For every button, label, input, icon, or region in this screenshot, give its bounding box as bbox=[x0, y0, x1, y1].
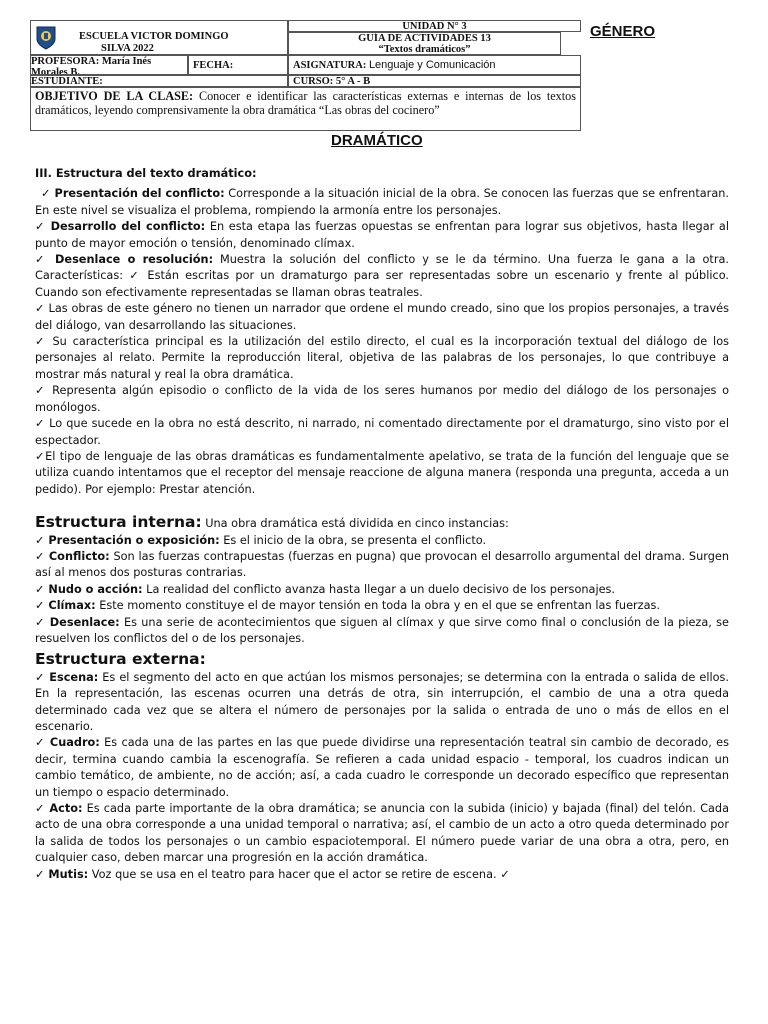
item-text: Son las fuerzas contrapuestas (fuerzas en pugna) que provocan el desarrollo argumental del drama. Surgen así al menos dos posturas contrarias. bbox=[35, 549, 729, 580]
item-text: Es el inicio de la obra, se presenta el conflicto. bbox=[219, 533, 487, 547]
objetivo-label: OBJETIVO DE LA CLASE: bbox=[35, 89, 194, 103]
item-text: Voz que se usa en el teatro para hacer que el actor se retire de escena. ✓ bbox=[88, 867, 510, 881]
estudiante-label: ESTUDIANTE: bbox=[31, 76, 103, 87]
externa-item bbox=[35, 867, 729, 883]
item-label: ✓ Presentación del conflicto: bbox=[41, 187, 225, 201]
item-text: Es una serie de acontecimientos que siguen al clímax y que sirve como final o conclusión de la pieza, se resuelven los conflictos del o de los personajes. bbox=[35, 615, 729, 645]
school-crest-icon bbox=[35, 25, 57, 51]
item-text: Corresponde a la situación inicial de la obra. Se conocen las fuerzas que se enfrentaran. En este nivel se visualiza el problema, rompiendo la armonía entre los personajes. bbox=[35, 187, 729, 217]
item-text: La realidad del conflicto avanza hasta llegar a un duelo decisivo de los personajes. bbox=[142, 582, 616, 596]
item-label: ✓ Cuadro: bbox=[35, 736, 100, 750]
item-label: ✓ Nudo o acción: bbox=[35, 582, 143, 596]
school-cell bbox=[30, 20, 288, 55]
externa-item bbox=[35, 801, 729, 867]
interna-lead: Una obra dramática está dividida en cinco instancias: bbox=[201, 517, 509, 531]
objetivo-cell bbox=[30, 87, 581, 131]
item-label: ✓ Mutis: bbox=[35, 867, 89, 881]
externa-item bbox=[35, 735, 729, 801]
estudiante-cell bbox=[30, 75, 288, 87]
asignatura-label: ASIGNATURA: bbox=[293, 60, 367, 71]
item-text: Es cada parte importante de la obra dramática; se anuncia con la subida (inicio) y bajada (final) del telón. Cada acto de una obra corresponde a una unidad temporal o narrativa; así, el cambio de un acto a otro queda determinado por la salida de todos los personajes o un cambio espaciotemporal. El número puede variar de una obra a otra, pero, en cualquier caso, deben marcar una progresión en la acción dramática. bbox=[35, 802, 729, 865]
item-label: ✓ Desenlace: bbox=[35, 615, 120, 629]
school-name-line1: ESCUELA VICTOR DOMINGO bbox=[79, 31, 229, 42]
item-label: ✓ Presentación o exposición: bbox=[35, 533, 220, 547]
structure-item: ✓ Representa algún episodio o conflicto de la vida de los seres humanos por medio del diálogo de los personajes o monólogos. bbox=[35, 384, 729, 414]
structure-item: ✓ Lo que sucede en la obra no está descrito, ni narrado, ni comentado directamente por el dramaturgo, sino visto por el espectador. bbox=[35, 417, 729, 447]
structure-item bbox=[35, 252, 729, 301]
school-name-line2: SILVA 2022 bbox=[101, 43, 154, 54]
item-text: Este momento constituye el de mayor tensión en toda la obra y en el que se enfrentan las fuerzas. bbox=[95, 599, 660, 613]
interna-item bbox=[35, 533, 729, 549]
interna-heading-line bbox=[35, 512, 729, 532]
curso-label: CURSO: 5° A - B bbox=[293, 76, 371, 87]
structure-heading: III. Estructura del texto dramático: bbox=[35, 167, 257, 180]
externa-item bbox=[35, 670, 729, 736]
asignatura-cell bbox=[288, 55, 581, 75]
item-text: En esta etapa las fuerzas opuestas se enfrentan para lograr sus objetivos, hasta llegar al punto de mayor emoción o tensión, denominado clímax. bbox=[35, 220, 729, 250]
fecha-label: FECHA: bbox=[193, 60, 234, 71]
asignatura-value: Lenguaje y Comunicación bbox=[368, 59, 496, 71]
structure-item bbox=[35, 219, 729, 252]
item-label: ✓ Desarrollo del conflicto: bbox=[35, 220, 206, 234]
curso-cell bbox=[288, 75, 581, 87]
unidad-label: UNIDAD N° 3 bbox=[402, 21, 467, 32]
item-text: Es el segmento del acto en que actúan los mismos personajes; se determina con la entrada o salida de ellos. En la representación, las escenas ocurren una detrás de otra, sin interrupción, el cambio de una a otra queda determinado cada vez que se altera el número de personajes por la salida o entrada de uno o más de ellos en el escenario. bbox=[35, 670, 729, 733]
item-text: Muestra la solución del conflicto y se le da término. Una fuerza le gana a la otra. Características: ✓ Están escritas por un dramaturgo para ser representadas sobre un escenario y frente al público. Cuando son efectivamente representadas se llaman obras teatrales. bbox=[35, 253, 729, 299]
fecha-cell bbox=[188, 55, 288, 75]
unidad-cell bbox=[288, 20, 581, 32]
profesora-cell bbox=[30, 55, 188, 75]
interna-heading: Estructura interna: bbox=[35, 513, 202, 532]
dramatico-title: DRAMÁTICO bbox=[331, 132, 423, 149]
structure-item: ✓ Su característica principal es la utilización del estilo directo, el cual es la incorporación textual del diálogo de los personajes al relato. Permite la reproducción literal, objetiva de las palabras de los personajes, lo que contribuye a mostrar más natural y real la obra dramática. bbox=[35, 335, 729, 381]
guia-cell bbox=[288, 32, 561, 55]
genero-title: GÉNERO bbox=[590, 23, 656, 40]
interna-item bbox=[35, 598, 729, 614]
structure-item: ✓El tipo de lenguaje de las obras dramáticas es fundamentalmente apelativo, se trata de la función del lenguaje que se utiliza cuando intentamos que el receptor del mensaje reaccione de alguna manera (responda una pregunta, acceda a un pedido). Por ejemplo: Prestar atención. bbox=[35, 449, 729, 496]
item-label: ✓ Escena: bbox=[35, 670, 99, 684]
profesora-label: PROFESORA: María Inés Morales B. bbox=[31, 56, 152, 75]
externa-heading-line bbox=[35, 649, 729, 669]
externa-heading: Estructura externa: bbox=[35, 650, 206, 669]
structure-item: ✓ Las obras de este género no tienen un narrador que ordene el mundo creado, sino que los propios personajes, a través del diálogo, van desarrollando las situaciones. bbox=[35, 302, 729, 332]
item-label: ✓ Desenlace o resolución: bbox=[35, 253, 214, 267]
interna-item bbox=[35, 615, 729, 648]
item-text: Es cada una de las partes en las que puede dividirse una representación teatral sin cambio de decorado, es decir, termina cuando cambia la escenografía. Se refieren a cada unidad espacio - temporal, los cuadros indican un cambio temático, de ambiente, no de acción; así, a cada cuadro le corresponde un decorado específico que representan un tiempo o espacio determinado. bbox=[35, 736, 729, 799]
item-label: ✓ Clímax: bbox=[35, 599, 96, 613]
guia-subtitle: “Textos dramáticos” bbox=[378, 44, 471, 55]
header-table bbox=[30, 20, 581, 131]
document-body bbox=[35, 166, 729, 883]
interna-item bbox=[35, 582, 729, 598]
interna-item bbox=[35, 549, 729, 582]
item-label: ✓ Acto: bbox=[35, 802, 83, 816]
guia-label: GUÍA DE ACTIVIDADES 13 bbox=[358, 33, 491, 44]
structure-item bbox=[35, 186, 729, 219]
objetivo-text: Conocer e identificar las características externas e internas de los textos dramáticos, leyendo comprensivamente la obra dramática “Las obras del cocinero” bbox=[35, 89, 576, 117]
item-label: ✓ Conflicto: bbox=[35, 549, 110, 563]
